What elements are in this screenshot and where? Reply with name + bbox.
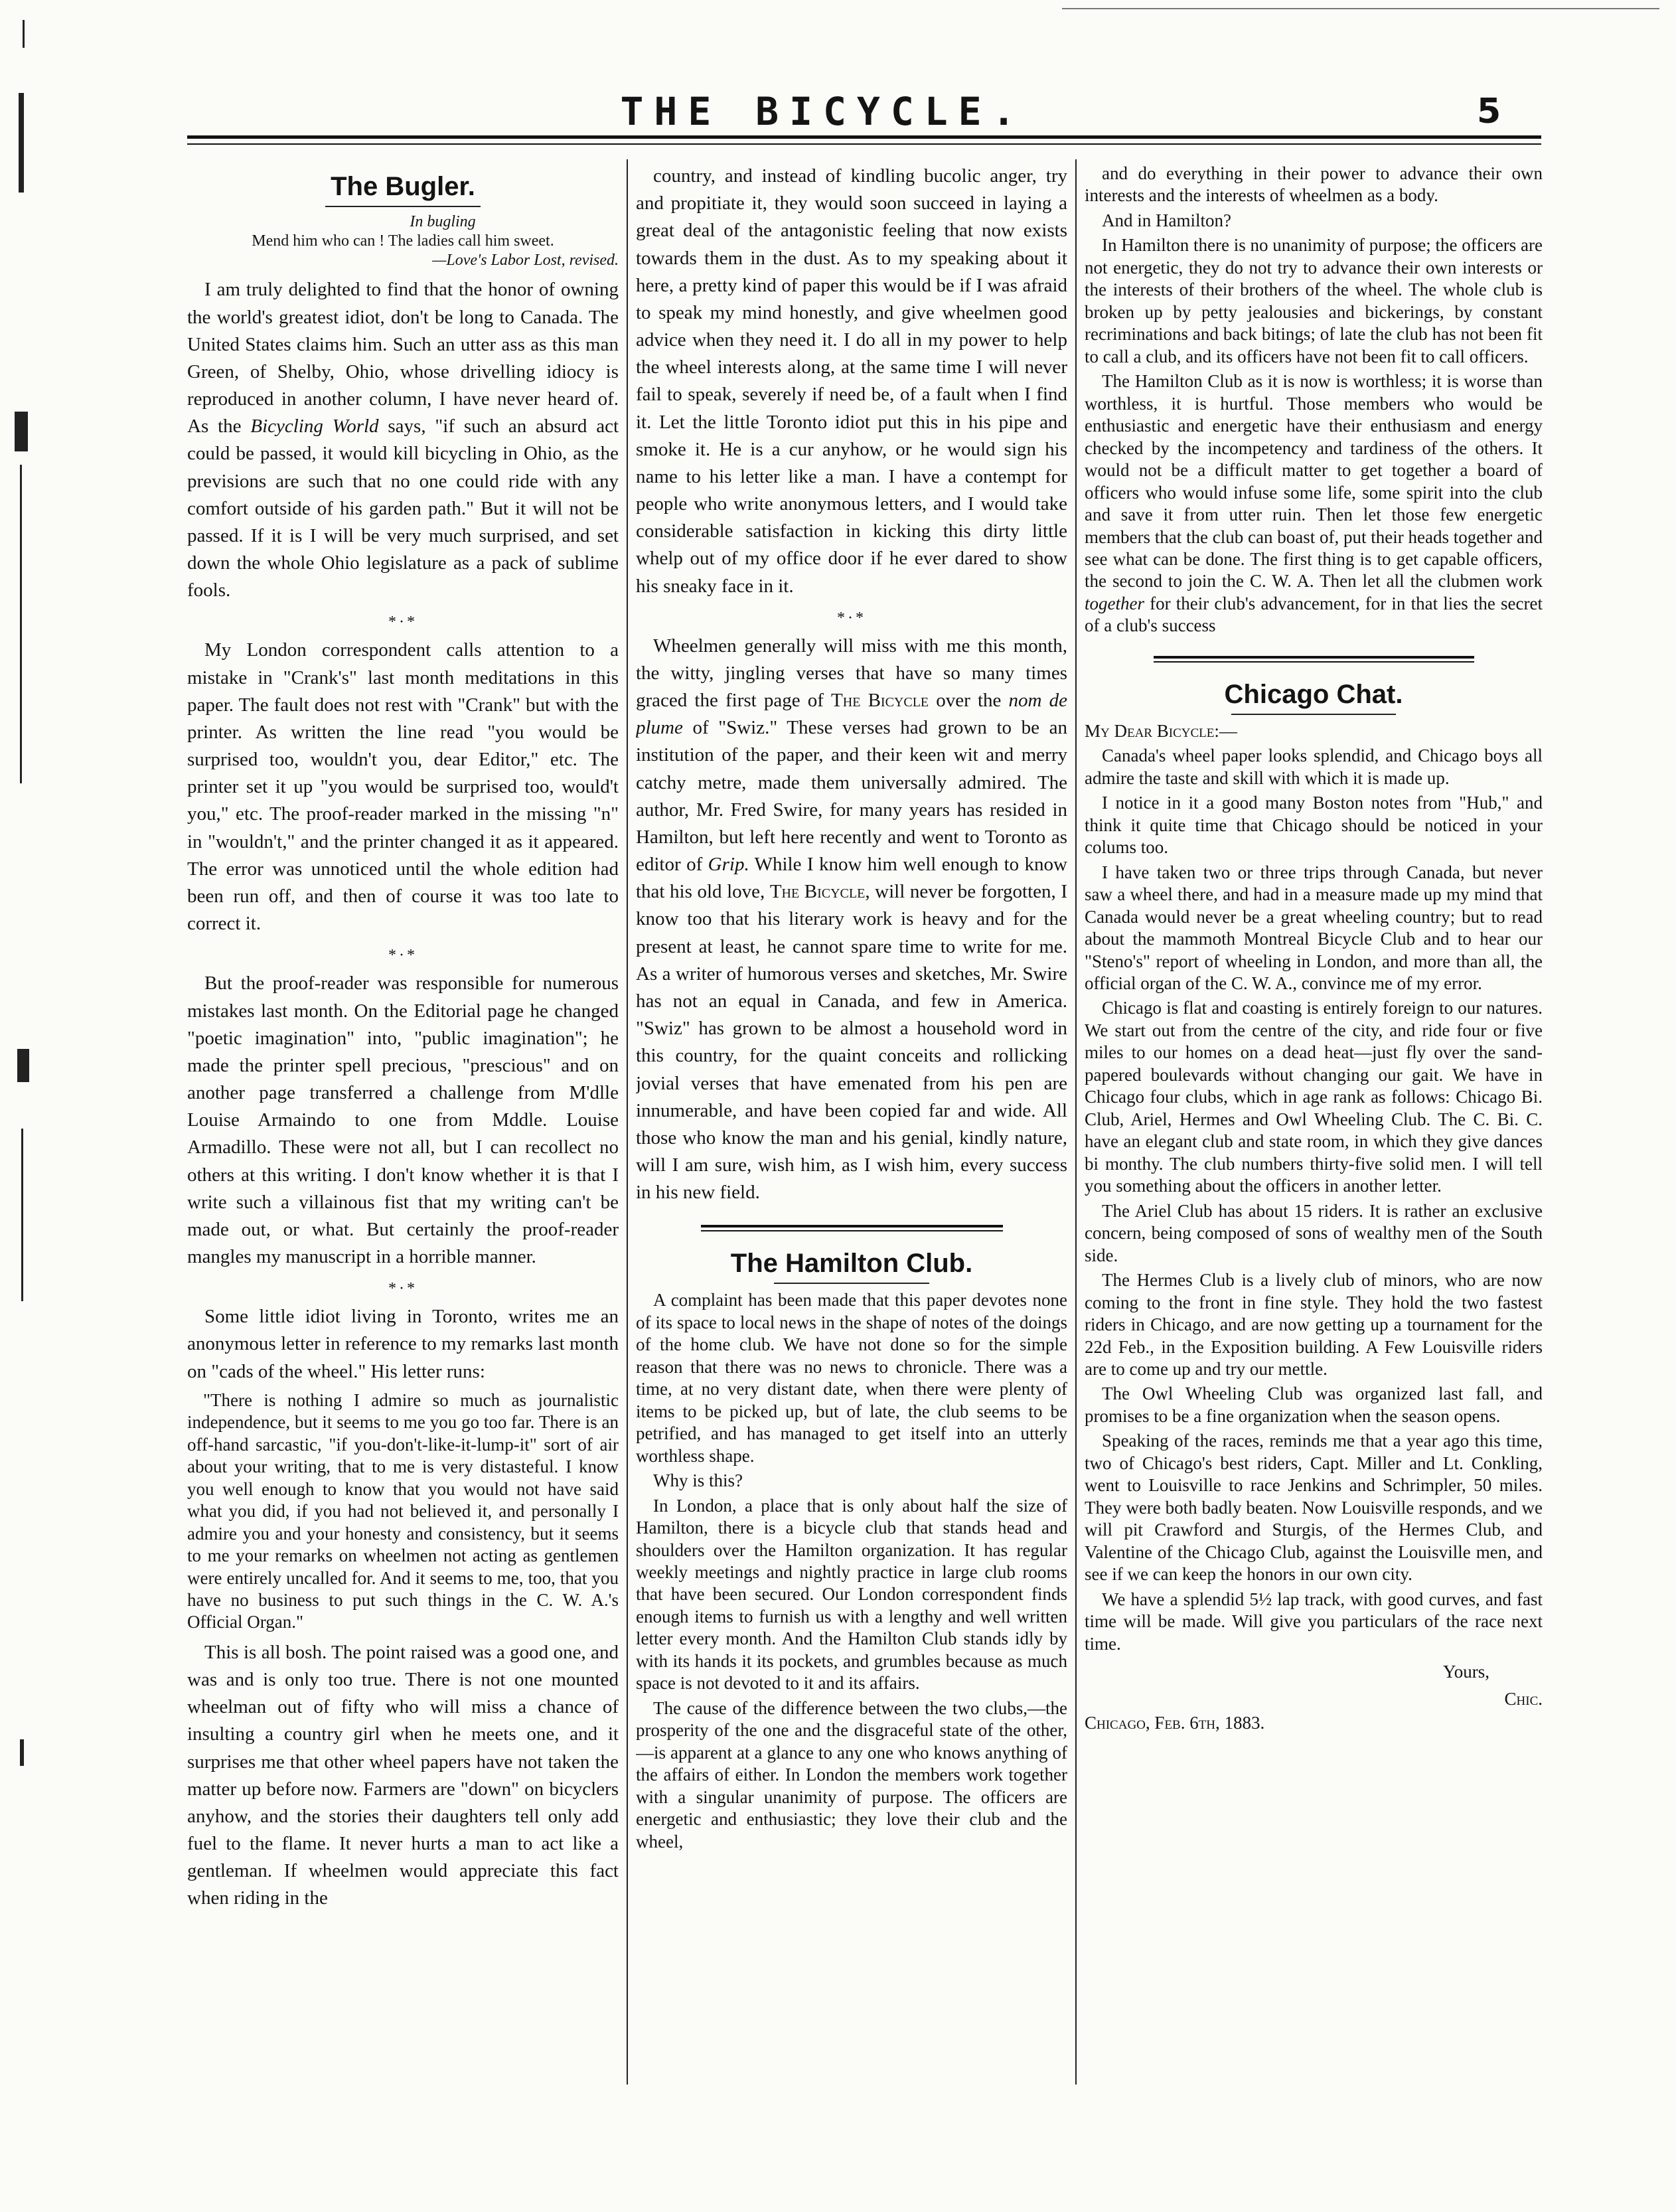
- hamilton-club-title: The Hamilton Club.: [730, 1249, 973, 1279]
- section-asterism: *·*: [388, 947, 418, 965]
- bugler-paragraph: My London correspondent calls attention to a mistake in "Crank's" last month meditations in this paper. The fault does not rest with "Crank" but with the printer. As written the line read "you would be surprised too, wouldn't you, dear Editor," etc. The printer set it up "you would be surprised too, would't you," etc. The proof-reader marked in the missing "n" in "wouldn't," and the printer changed it as it appeared. The error was unnoticed until the whole edition had been run off, and then of course it was too late to correct it.: [187, 639, 619, 935]
- chicago-paragraph: The Hermes Club is a lively club of minors, who are now coming to the front in fine style. They hold the two fastest riders in Chicago, and are now getting up a tournament for the 22d Feb., in the Exposition building. A Few Louisville riders are to come up and try our mettle.: [1085, 1270, 1543, 1379]
- chicago-paragraph: Chicago is flat and coasting is entirely foreign to our natures. We start out from the centre of the city, and ride four or five miles to our homes on a dead heat—just fly over the sand-papered boulevards without changing our gait. We have in Chicago four clubs, which in age rank as follows: Chicago Bi. Club, Ariel, Hermes and Owl Wheeling Club. The C. Bi. C. have an elegant club and state room, in which they give dances bi monthy. The club numbers thirty-five solid men. I will tell you something about the officers in another letter.: [1085, 998, 1543, 1196]
- column-divider-2: [1075, 159, 1077, 2085]
- section-asterism: *·*: [388, 1280, 418, 1298]
- hamilton-paragraph: In London, a place that is only about half the size of Hamilton, there is a bicycle club that stands head and shoulders over the Hamilton organization. It has regular weekly meetings and nightly practice in large club rooms that have been secured. Our London correspondent finds enough items to furnish us with a lengthy and well written letter every month. And the Hamilton Club stands idly by with its hands it its pockets, and grumbles because as much space is not devoted to it and its affairs.: [636, 1495, 1067, 1694]
- masthead: THE BICYCLE.: [620, 89, 1026, 134]
- hamilton-paragraph: and do everything in their power to advance their own interests and the interests of wheelmen as a body.: [1085, 163, 1543, 206]
- hamilton-paragraph: And in Hamilton?: [1102, 210, 1231, 230]
- bugler-paragraph: country, and instead of kindling bucolic anger, try and propitiate it, they would soon succeed in laying a great deal of the antagonistic feeling that now exists towards them in the dust. As to my speaking about it here, a pretty kind of paper this would be if I was afraid to speak my mind honestly, and give wheelmen good advice when they need it. I do all in my power to help the wheel interests along, at the same time I will never fail to speak, severely if need be, of a fault when I find it. Let the little Toronto idiot put this in his pipe and smoke it. He is a cur anyhow, or he would sign his name to his letter like a man. I have a contempt for people who write anonymous letters, and I would take considerable satisfaction in kicking this dirty little whelp out of my office door if he ever dared to show his sneaky face in it.: [636, 165, 1067, 597]
- letter-dateline: Chicago, Feb. 6th, 1883.: [1085, 1713, 1265, 1733]
- chicago-paragraph: I notice in it a good many Boston notes from "Hub," and think it quite time that Chicago should be noticed in your colums too.: [1085, 793, 1543, 858]
- header-rule-bottom: [187, 143, 1541, 145]
- quoted-letter: "There is nothing I admire so much as journalistic independence, but it seems to me you go too far. There is an off-hand sarcastic, "if you-don't-like-it-lump-it" sort of air about your writing, that to me is very distasteful. I know you well enough to know that you would not have said what you did, if you had not believed it, and personally I admire you and your honesty and consistency, but it seems to me your remarks on wheelmen not acting as gentlemen were entirely uncalled for. And it seems to me, too, that you have no business to put such things in the C. W. A.'s Official Organ.": [187, 1389, 619, 1632]
- section-asterism: *·*: [388, 613, 418, 631]
- chicago-paragraph: We have a splendid 5½ lap track, with good curves, and fast time will be made. Will give you particulars of the race next time.: [1085, 1589, 1543, 1654]
- letter-closing: Yours,: [1442, 1662, 1489, 1682]
- title-rule: [774, 1283, 929, 1284]
- chicago-chat-title: Chicago Chat.: [1224, 679, 1403, 709]
- hamilton-paragraph: Why is this?: [653, 1470, 743, 1491]
- chicago-paragraph: The Ariel Club has about 15 riders. It is rather an exclusive concern, being composed of sons of wealthy men of the South side.: [1085, 1200, 1543, 1265]
- page-number: 5: [1477, 92, 1501, 131]
- hamilton-paragraph: In Hamilton there is no unanimity of purpose; the officers are not energetic, they do not try to advance their own interests or the interests of their brothers of the wheel. The whole club is broken up by petty jealousies and bickerings, by constant recriminations and back bitings; of late the club has not been fit to call a club, and its officers have not been fit to call officers.: [1085, 235, 1543, 366]
- chicago-paragraph: Canada's wheel paper looks splendid, and Chicago boys all admire the taste and skill with which it is made up.: [1085, 746, 1543, 788]
- section-asterism: *·*: [837, 609, 866, 627]
- bugler-title: The Bugler.: [331, 172, 475, 201]
- epigraph-line-2: Mend him who can ! The ladies call him sweet.: [252, 232, 554, 250]
- section-banner-rule: [1154, 656, 1474, 663]
- bugler-paragraph: Some little idiot living in Toronto, writes me an anonymous letter in reference to my remarks last month on "cads of the wheel." His letter runs:: [187, 1306, 619, 1382]
- letter-salutation: My Dear Bicycle:—: [1085, 720, 1237, 741]
- column-two: [636, 163, 1067, 2194]
- epigraph-line-1: In bugling: [410, 213, 476, 230]
- header-rule-top: [187, 135, 1541, 139]
- title-rule: [1231, 714, 1396, 715]
- chicago-paragraph: The Owl Wheeling Club was organized last fall, and promises to be a fine organization when the season opens.: [1085, 1383, 1543, 1426]
- bugler-paragraph: Wheelmen generally will miss with me this month, the witty, jingling verses that have so many times graced the first page of The Bicycle over the nom de plume of "Swiz." These verses had grown to be an institution of the paper, and their keen wit and merry catchy metre, made them universally admired. The author, Mr. Fred Swire, for many years has resided in Hamilton, but left here recently and went to Toronto as editor of Grip. While I know him well enough to know that his old love, The Bicycle, will never be forgotten, I know too that his literary work is heavy and for the present at least, he cannot spare time to write for me. As a writer of humorous verses and sketches, Mr. Swire has not an equal in Canada, and few in America. "Swiz" has grown to be almost a household word in this country, for the quaint conceits and rollicking jovial verses that have emenated from his pen are innumerable, and have been copied far and wide. All those who know the man and his genial, kindly nature, will I am sure, wish him, as I wish him, every success in his new field.: [636, 635, 1067, 1204]
- column-three: [1085, 163, 1543, 2194]
- bugler-paragraph: This is all bosh. The point raised was a good one, and was and is only too true. There is not one mounted wheelman out of fifty who will miss a chance of insulting a country girl when he meets one, and it surprises me that other wheel papers have not taken the matter up before now. Farmers are "down" on bicyclers anyhow, and the stories their daughters tell only add fuel to the flame. It never hurts a man to act like a gentleman. If wheelmen would appreciate this fact when riding in the: [187, 1641, 619, 1909]
- column-divider-1: [627, 159, 628, 2085]
- bugler-paragraph: But the proof-reader was responsible for numerous mistakes last month. On the Editorial page he changed "poetic imagination" into, "public imagination"; he made the printer spell precious, "prescious" and on another page transferred a challenge from M'dlle Louise Armaindo to one from Mddle. Louise Armadillo. These were not all, but I can recollect no others at this writing. I don't know whether it is that I write such a villainous fist that my writing can't be made out, or what. But certainly the proof-reader mangles my manuscript in a horrible manner.: [187, 973, 619, 1268]
- hamilton-paragraph: The cause of the difference between the two clubs,—the prosperity of the one and the disgraceful state of the other,—is apparent at a glance to any one who knows anything of the affairs of either. In London the members work together with a singular unanimity of purpose. The officers are energetic and enthusiastic; they love their club and the wheel,: [636, 1698, 1067, 1852]
- epigraph-source: —Love's Labor Lost, revised.: [432, 251, 619, 269]
- title-rule: [325, 206, 481, 207]
- column-one: [187, 163, 619, 2194]
- letter-signature: Chic.: [1504, 1689, 1543, 1709]
- hamilton-paragraph: The Hamilton Club as it is now is worthless; it is worse than worthless, it is hurtful. Those members who would be enthusiastic and energetic have their enthusiasm and energy checked by the incompetency and tardiness of the others. It would not be a difficult matter to get together a board of officers who would infuse some life, some spirit into the club and save it from utter ruin. Then let those few energetic members that the club can boast of, put their heads together and see what can be done. The first thing is to get capable officers, the second to join the C. W. A. Then let all the clubmen work together for their club's advancement, for in that lies the secret of a club's success: [1085, 371, 1543, 636]
- chicago-paragraph: I have taken two or three trips through Canada, but never saw a wheel there, and had in a measure made up my mind that Canada would never be a great wheeling country; but to read about the mammoth Montreal Bicycle Club and to hear our "Steno's" report of wheeling in London, and more than all, the official organ of the C. W. A., convince me of my error.: [1085, 862, 1543, 993]
- hamilton-paragraph: A complaint has been made that this paper devotes none of its space to local news in the shape of notes of the doings of the home club. We have not done so for the simple reason that there was no news to chronicle. There was a time, at no very distant date, when there were plenty of items to be picked up, but of late, the club seems to be petrified, and has managed to get itself into an utterly worthless shape.: [636, 1290, 1067, 1466]
- chicago-paragraph: Speaking of the races, reminds me that a year ago this time, two of Chicago's best riders, Capt. Miller and Lt. Conkling, went to Louisville to race Jenkins and Schrimpler, 50 miles. They were both badly beaten. Now Louisville responds, and we will pit Crawford and Sturgis, of the Hermes Club, and Valentine of the Chicago Club, against the Louisville men, and see if we can keep the honors in our own city.: [1085, 1431, 1543, 1585]
- section-banner-rule: [701, 1225, 1003, 1231]
- bugler-paragraph: I am truly delighted to find that the honor of owning the world's greatest idiot, don't be long to Canada. The United States claims him. Such an utter ass as this man Green, of Shelby, Ohio, whose drivelling idiocy is reproduced in another column, I have never heard of. As the Bicycling World says, "if such an absurd act could be passed, it would kill bicycling in Ohio, as the previsions are such that no one could ride with any comfort outside of his garden path." But it will not be passed. If it is I will be very much surprised, and set down the whole Ohio legislature as a pack of sublime fools.: [187, 279, 619, 601]
